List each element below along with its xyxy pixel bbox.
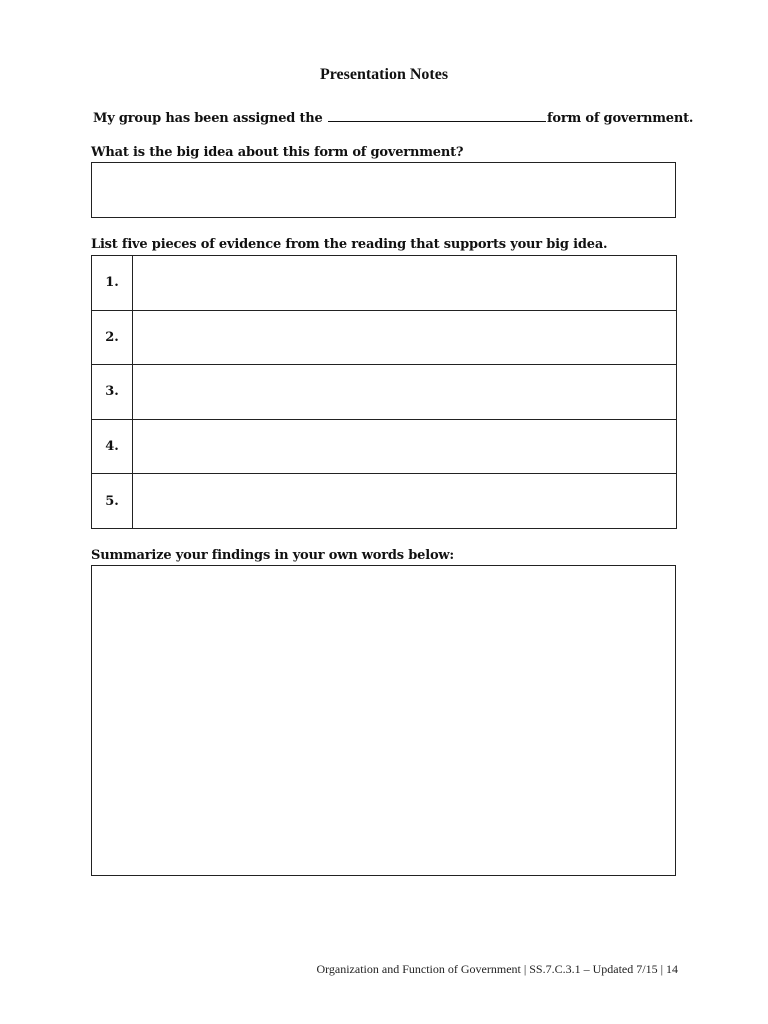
- assignment-suffix: form of government.: [546, 111, 694, 126]
- table-row: [92, 365, 677, 420]
- evidence-answer-cell[interactable]: [133, 256, 677, 311]
- summary-prompt: Summarize your findings in your own words below:: [91, 548, 455, 563]
- big-idea-question: What is the big idea about this form of government?: [91, 145, 464, 160]
- table-row: [92, 419, 677, 474]
- table-row: [92, 474, 677, 529]
- government-form-blank[interactable]: [328, 109, 546, 122]
- table-row: [92, 310, 677, 365]
- evidence-answer-cell[interactable]: [133, 365, 677, 420]
- summary-answer-box[interactable]: [91, 565, 676, 876]
- evidence-answer-cell[interactable]: [133, 310, 677, 365]
- evidence-prompt: List five pieces of evidence from the reading that supports your big idea.: [91, 237, 608, 252]
- assignment-prefix: My group has been assigned the: [93, 111, 323, 126]
- page-title: Presentation Notes: [319, 66, 449, 83]
- evidence-answer-cell[interactable]: [133, 419, 677, 474]
- assignment-sentence: [93, 109, 693, 126]
- evidence-table: [91, 255, 677, 529]
- page-footer: Organization and Function of Government | SS.7.C.3.1 – Updated 7/15 | 14: [316, 962, 678, 976]
- evidence-number: 5.: [92, 474, 133, 529]
- big-idea-answer-box[interactable]: [91, 162, 676, 218]
- evidence-number: 1.: [92, 256, 133, 311]
- evidence-number: 4.: [92, 419, 133, 474]
- evidence-number: 2.: [92, 310, 133, 365]
- evidence-answer-cell[interactable]: [133, 474, 677, 529]
- evidence-number: 3.: [92, 365, 133, 420]
- table-row: [92, 256, 677, 311]
